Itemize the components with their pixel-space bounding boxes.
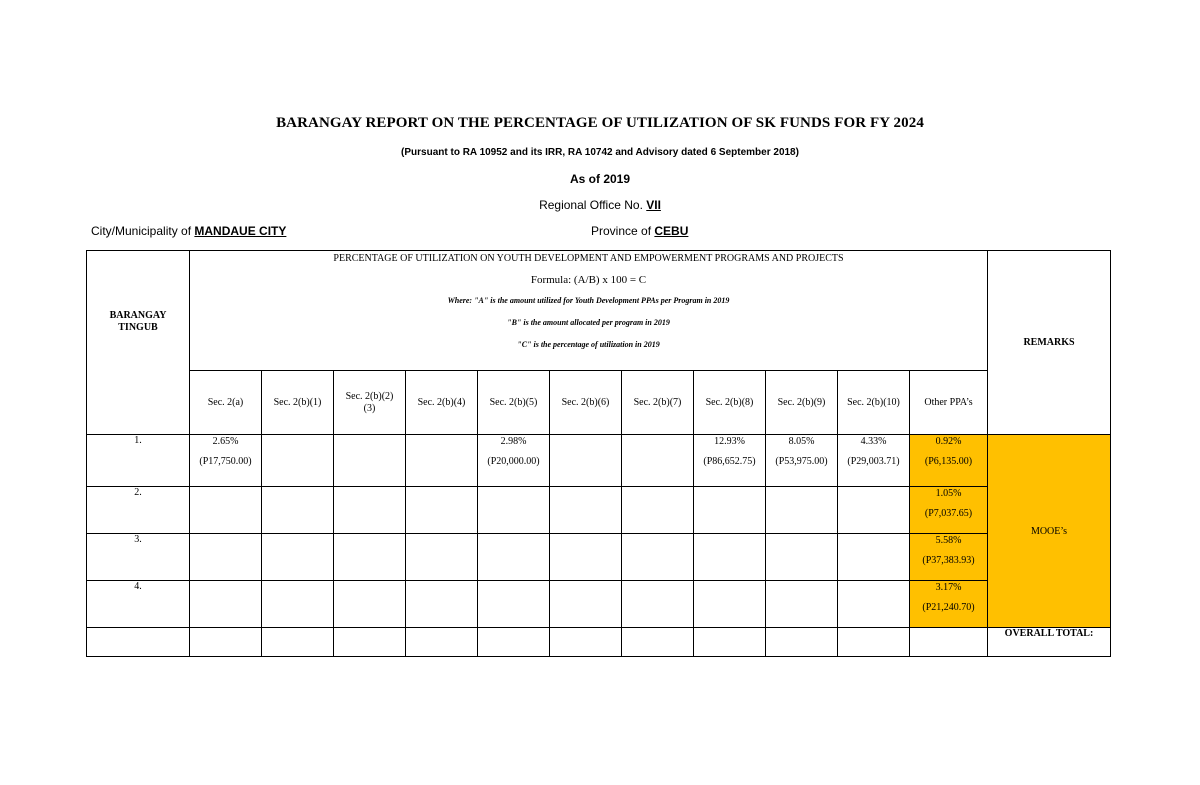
utilization-cell: [766, 581, 838, 628]
section-header: Sec. 2(b)(4): [406, 371, 478, 435]
utilization-amount: (P20,000.00): [487, 456, 540, 467]
header-row-main: [87, 251, 1111, 371]
section-header: Sec. 2(b)(9): [766, 371, 838, 435]
total-row-cell: [334, 628, 406, 657]
utilization-cell: [622, 581, 694, 628]
barangay-header-cell: [87, 251, 190, 435]
table-row: [87, 581, 1111, 628]
section-header: Sec. 2(b)(10): [838, 371, 910, 435]
utilization-cell: [838, 487, 910, 534]
utilization-amount: (P53,975.00): [775, 456, 828, 467]
barangay-header: BARANGAY: [109, 309, 167, 321]
main-header-cell: [190, 251, 988, 371]
utilization-cell: [622, 487, 694, 534]
total-row-cell: [262, 628, 334, 657]
utilization-cell: [478, 487, 550, 534]
total-row-cell: [190, 628, 262, 657]
total-row-cell: [694, 628, 766, 657]
utilization-cell: [334, 534, 406, 581]
section-header: Sec. 2(b)(7): [622, 371, 694, 435]
utilization-cell: [406, 534, 478, 581]
city-label: City/Municipality of: [91, 224, 192, 238]
section-header: Sec. 2(b)(1): [262, 371, 334, 435]
utilization-table: [86, 250, 1111, 657]
remarks-header: REMARKS: [988, 251, 1111, 435]
section-header: Sec. 2(b)(5): [478, 371, 550, 435]
table-row: [87, 487, 1111, 534]
utilization-percent: 2.65%: [212, 436, 239, 447]
utilization-cell: [334, 487, 406, 534]
utilization-cell: [622, 534, 694, 581]
section-header: Sec. 2(b)(8): [694, 371, 766, 435]
regional-office: [0, 198, 1200, 212]
utilization-cell: [262, 435, 334, 487]
total-row-cell: [838, 628, 910, 657]
utilization-cell: [550, 534, 622, 581]
total-row-cell: [478, 628, 550, 657]
utilization-percent: 5.58%: [935, 535, 962, 546]
utilization-amount: (P17,750.00): [199, 456, 252, 467]
province-value: CEBU: [654, 224, 689, 238]
province: [591, 224, 688, 238]
section-header: Sec. 2(a): [190, 371, 262, 435]
city-municipality: [91, 224, 286, 238]
utilization-amount: (P21,240.70): [922, 602, 975, 613]
utilization-percent: 12.93%: [714, 436, 745, 447]
utilization-cell: [550, 435, 622, 487]
utilization-cell: [550, 487, 622, 534]
utilization-cell: [478, 534, 550, 581]
formula: Formula: (A/B) x 100 = C: [530, 274, 647, 286]
as-of-label: As of 2019: [569, 172, 631, 186]
where-c: "C" is the percentage of utilization in 2019: [517, 340, 660, 349]
utilization-percent: 8.05%: [788, 436, 815, 447]
utilization-amount: (P7,037.65): [924, 508, 973, 519]
row-number: 1.: [87, 435, 190, 487]
utilization-cell: [910, 534, 988, 581]
utilization-cell: [766, 534, 838, 581]
section-header-row: [87, 371, 1111, 435]
utilization-cell: [334, 581, 406, 628]
utilization-cell: [262, 487, 334, 534]
total-row-cell: [766, 628, 838, 657]
utilization-cell: [910, 435, 988, 487]
utilization-amount: (P37,383.93): [922, 555, 975, 566]
utilization-amount: (P6,135.00): [924, 456, 973, 467]
utilization-cell: [190, 581, 262, 628]
utilization-cell: [910, 487, 988, 534]
barangay-name: TINGUB: [118, 321, 158, 333]
province-label: Province of: [591, 224, 652, 238]
where-a: Where: "A" is the amount utilized for Youth Development PPAs per Program in 2019: [447, 296, 730, 305]
row-number: 2.: [87, 487, 190, 534]
overall-total-label: OVERALL TOTAL:: [988, 628, 1111, 657]
report-subtitle: (Pursuant to RA 10952 and its IRR, RA 10742 and Advisory dated 6 September 2018): [401, 147, 799, 158]
total-row: [87, 628, 1111, 657]
city-value: MANDAUE CITY: [194, 224, 287, 238]
utilization-cell: [694, 581, 766, 628]
utilization-cell: [190, 487, 262, 534]
total-row-cell: [622, 628, 694, 657]
where-b: "B" is the amount allocated per program in 2019: [507, 318, 670, 327]
utilization-cell: [406, 435, 478, 487]
utilization-cell: [262, 534, 334, 581]
table-row: [87, 534, 1111, 581]
total-row-cell: [406, 628, 478, 657]
utilization-cell: [694, 534, 766, 581]
utilization-cell: [334, 435, 406, 487]
regional-office-label: Regional Office No.: [539, 198, 643, 212]
utilization-cell: [550, 581, 622, 628]
report-title: BARANGAY REPORT ON THE PERCENTAGE OF UTILIZATION OF SK FUNDS FOR FY 2024: [276, 115, 924, 131]
utilization-cell: [478, 435, 550, 487]
utilization-cell: [406, 487, 478, 534]
utilization-cell: [694, 487, 766, 534]
section-header: Sec. 2(b)(6): [550, 371, 622, 435]
table-row: [87, 435, 1111, 487]
utilization-percent: 1.05%: [935, 488, 962, 499]
row-number: 3.: [87, 534, 190, 581]
utilization-cell: [262, 581, 334, 628]
main-header: PERCENTAGE OF UTILIZATION ON YOUTH DEVELOPMENT AND EMPOWERMENT PROGRAMS AND PROJECTS: [333, 253, 844, 264]
utilization-cell: [838, 534, 910, 581]
utilization-cell: [694, 435, 766, 487]
utilization-cell: [190, 435, 262, 487]
utilization-percent: 3.17%: [935, 582, 962, 593]
regional-office-value: VII: [646, 198, 661, 212]
utilization-percent: 4.33%: [860, 436, 887, 447]
utilization-percent: 0.92%: [935, 436, 962, 447]
utilization-cell: [478, 581, 550, 628]
utilization-amount: (P29,003.71): [847, 456, 900, 467]
utilization-cell: [910, 581, 988, 628]
utilization-percent: 2.98%: [500, 436, 527, 447]
total-row-cell: [87, 628, 190, 657]
section-header: Other PPA’s: [910, 371, 988, 435]
utilization-amount: (P86,652.75): [703, 456, 756, 467]
section-header: Sec. 2(b)(2) (3): [334, 371, 406, 435]
remarks-value: MOOE’s: [988, 435, 1111, 628]
total-row-cell: [550, 628, 622, 657]
utilization-cell: [838, 435, 910, 487]
utilization-cell: [838, 581, 910, 628]
total-row-cell: [910, 628, 988, 657]
utilization-cell: [766, 435, 838, 487]
utilization-cell: [406, 581, 478, 628]
row-number: 4.: [87, 581, 190, 628]
utilization-cell: [766, 487, 838, 534]
utilization-cell: [190, 534, 262, 581]
utilization-cell: [622, 435, 694, 487]
